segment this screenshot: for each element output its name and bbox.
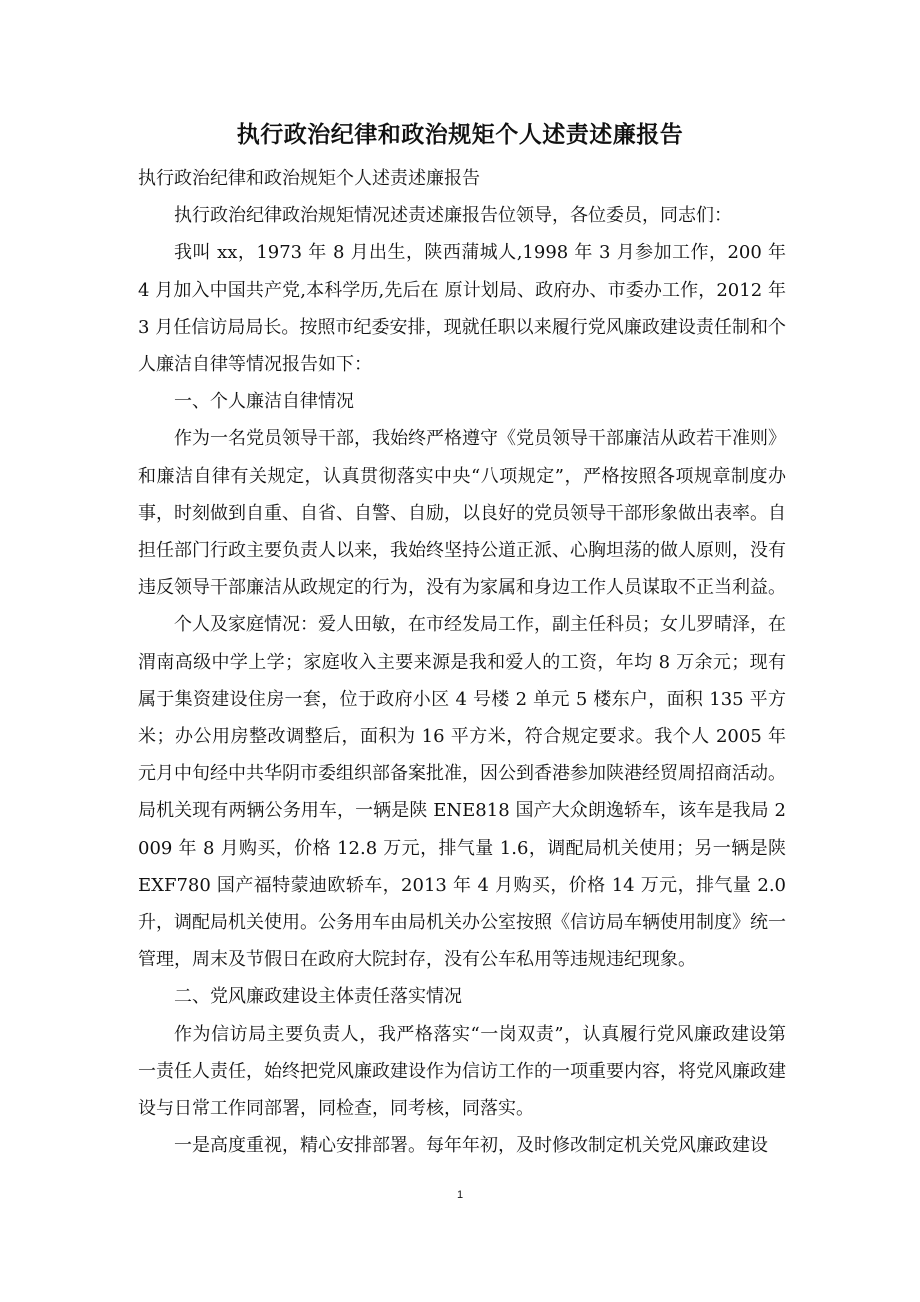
subtitle-paragraph: 执行政治纪律和政治规矩个人述责述廉报告 bbox=[138, 168, 480, 189]
body-paragraph: 一是高度重视，精心安排部署。每年年初，及时修改制定机关党风廉政建设 bbox=[174, 1135, 768, 1157]
page-number: 1 bbox=[456, 1189, 464, 1201]
salutation-paragraph: 执行政治纪律政治规矩情况述责述廉报告位领导，各位委员，同志们： bbox=[174, 205, 732, 227]
intro-paragraph: 我叫 xx，1973 年 8 月出生，陕西蒲城人,1998 年 3 月参加工作，200 年 4 月加入中国共产党,本科学历,先后在 原计划局、政府办、市委办工作，2012 年 3 月任信访局局长。按照市纪委安排，现就任职以来履行党风廉政建设责任制和个人廉洁自律等情况报告如下： bbox=[138, 242, 786, 376]
body-paragraph: 作为一名党员领导干部，我始终严格遵守《党员领导干部廉洁从政若干准则》和廉洁自律有关规定，认真贯彻落实中央“八项规定”，严格按照各项规章制度办事，时刻做到自重、自省、自警、自励，以良好的党员领导干部形象做出表率。自担任部门行政主要负责人以来，我始终坚持公道正派、心胸坦荡的做人原则，没有违反领导干部廉洁从政规定的行为，没有为家属和身边工作人员谋取不正当利益。 bbox=[138, 428, 786, 599]
body-paragraph: 个人及家庭情况：爱人田敏，在市经发局工作，副主任科员；女儿罗晴泽，在渭南高级中学上学；家庭收入主要来源是我和爱人的工资，年均 8 万余元；现有属于集资建设住房一套，位于政府小区 4 号楼 2 单元 5 楼东户，面积 135 平方米；办公用房整改调整后，面积为 16 平方米，符合规定要求。我个人 2005 年元月中旬经中共华阴市委组织部备案批准，因公到香港参加陕港经贸周招商活动。局机关现有两辆公务用车，一辆是陕 ENE818 国产大众朗逸轿车，该车是我局 2009 年 8 月购买，价格 12.8 万元，排气量 1.6，调配局机关使用；另一辆是陕 EXF780 国产福特蒙迪欧轿车，2013 年 4 月购买，价格 14 万元，排气量 2.0 升，调配局机关使用。公务用车由局机关办公室按照《信访局车辆使用制度》统一管理，周末及节假日在政府大院封存，没有公车私用等违规违纪现象。 bbox=[138, 614, 786, 971]
document-body bbox=[138, 160, 786, 1164]
body-paragraph: 作为信访局主要负责人，我严格落实“一岗双责”，认真履行党风廉政建设第一责任人责任，始终把党风廉政建设作为信访工作的一项重要内容，将党风廉政建设与日常工作同部署，同检查，同考核，同落实。 bbox=[138, 1023, 786, 1120]
section-heading-1: 一、个人廉洁自律情况 bbox=[174, 391, 354, 413]
document-title: 执行政治纪律和政治规矩个人述责述廉报告 bbox=[236, 121, 684, 148]
section-heading-2: 二、党风廉政建设主体责任落实情况 bbox=[174, 986, 462, 1008]
